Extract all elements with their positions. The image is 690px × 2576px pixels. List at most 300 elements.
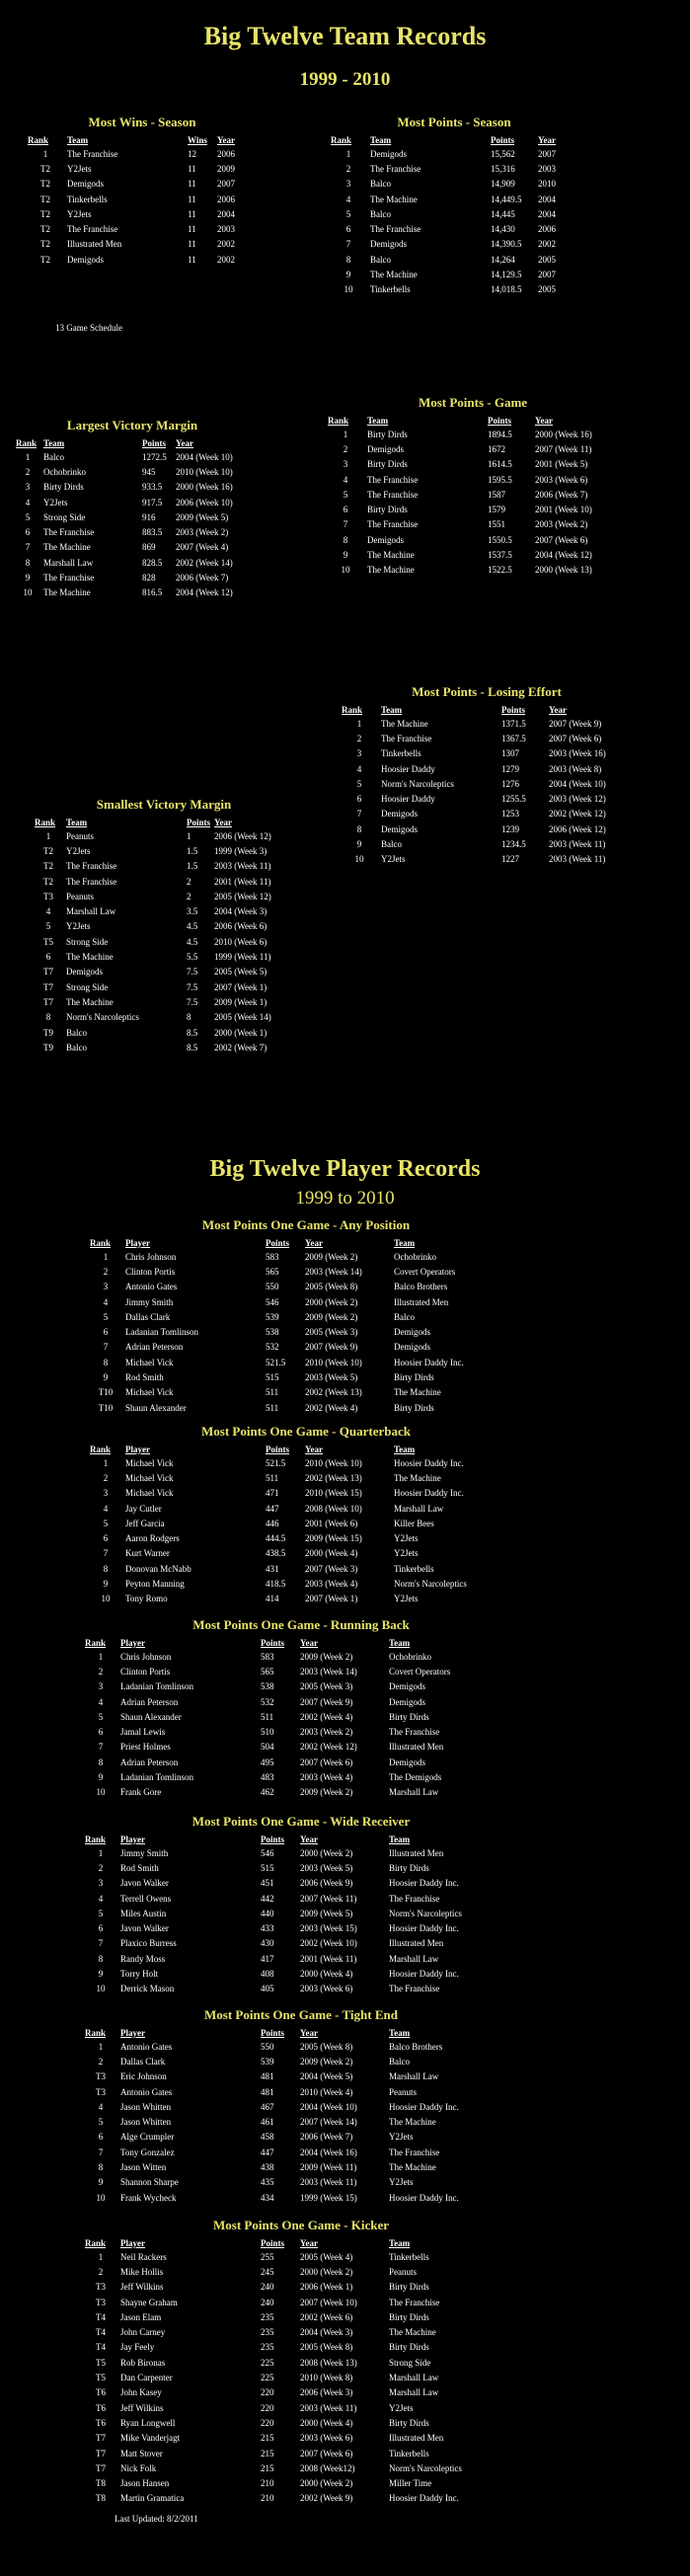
- table-cell: 2007 (Week 3): [305, 1563, 358, 1574]
- table-cell: The Franchise: [389, 1727, 440, 1738]
- table-cell: 1: [98, 2041, 104, 2052]
- table-cell: T5: [96, 2357, 106, 2368]
- table-row: [88, 1400, 524, 1415]
- column-header: Year: [305, 1444, 323, 1454]
- table-cell: 8: [187, 1012, 192, 1023]
- table-cell: 2007 (Week 9): [300, 1696, 353, 1707]
- table-cell: 8: [356, 823, 362, 834]
- table-cell: The Machine: [389, 2162, 436, 2173]
- table-cell: 2007: [538, 270, 556, 280]
- table-cell: T7: [43, 967, 53, 977]
- running-back-table: [83, 1617, 519, 1800]
- table-cell: 2000 (Week 16): [535, 429, 592, 439]
- table-cell: Norm's Narcoleptics: [394, 1579, 467, 1590]
- table-cell: 2006 (Week 1): [300, 2282, 353, 2293]
- table-row: [83, 2145, 519, 2159]
- table-cell: Chris Johnson: [125, 1251, 177, 1262]
- table-row: [88, 1369, 524, 1384]
- table-cell: 539: [266, 1311, 279, 1322]
- table-cell: 7.5: [187, 981, 198, 992]
- table-cell: 414: [266, 1594, 279, 1604]
- table-row: [33, 949, 295, 964]
- table-cell: 2004 (Week 5): [300, 2071, 353, 2082]
- table-cell: Jason Witten: [120, 2162, 167, 2173]
- table-cell: 2006 (Week 12): [549, 823, 606, 834]
- header-row: [33, 816, 295, 828]
- column-header: Player: [120, 2027, 145, 2038]
- table-cell: 2006 (Week 7): [176, 573, 229, 584]
- table-row: [83, 1709, 519, 1724]
- table-cell: T5: [96, 2373, 106, 2383]
- table-row: [340, 746, 634, 761]
- table-cell: 2008 (Week12): [300, 2462, 355, 2473]
- table-cell: 4: [356, 763, 362, 774]
- column-header: Player: [120, 2237, 145, 2248]
- table-cell: 2003 (Week 8): [549, 763, 602, 774]
- table-row: [326, 441, 620, 456]
- table-cell: 1537.5: [488, 550, 512, 561]
- table-cell: T8: [96, 2493, 106, 2504]
- table-row: [88, 1340, 524, 1355]
- table-cell: T2: [40, 254, 50, 265]
- table-cell: Killer Bees: [394, 1518, 434, 1528]
- table-cell: 2003 (Week 2): [535, 519, 588, 530]
- table-row: [83, 1664, 519, 1678]
- table-cell: 2004 (Week 3): [214, 906, 268, 917]
- table-cell: 515: [266, 1372, 279, 1383]
- table-cell: Clinton Portis: [125, 1266, 176, 1277]
- table-cell: Peanuts: [66, 830, 94, 841]
- table-cell: 2007 (Week 6): [535, 534, 588, 545]
- table-cell: 4: [25, 497, 31, 507]
- table-cell: The Machine: [367, 550, 415, 561]
- table-cell: 5: [356, 778, 362, 789]
- table-cell: Antonio Gates: [120, 2086, 173, 2097]
- table-cell: 2003 (Week 14): [305, 1266, 362, 1277]
- table-cell: Ryan Longwell: [120, 2417, 176, 2428]
- table-cell: 2003 (Week 11): [549, 839, 606, 850]
- table-cell: 2009 (Week 5): [176, 511, 229, 522]
- table-row: [88, 1546, 524, 1561]
- table-cell: 6: [345, 224, 351, 235]
- table-cell: 444.5: [266, 1533, 286, 1544]
- table-cell: Birty Dirds: [43, 482, 84, 493]
- table-cell: 2003 (Week 6): [300, 2433, 353, 2444]
- table-cell: 1999 (Week 15): [300, 2192, 357, 2203]
- table-cell: 2006 (Week 7): [535, 489, 588, 500]
- table-caption: Most Points One Game - Quarterback: [201, 1424, 411, 1439]
- table-cell: Jeff Wilkins: [120, 2402, 164, 2413]
- column-header: Team: [394, 1237, 416, 1248]
- table-cell: 2005 (Week 5): [214, 967, 268, 977]
- table-cell: 1551: [488, 519, 505, 530]
- table-cell: T9: [43, 1027, 53, 1038]
- table-cell: 467: [261, 2101, 274, 2112]
- table-row: [33, 1025, 295, 1040]
- table-cell: 10: [101, 1594, 111, 1604]
- table-caption: Most Points - Season: [397, 115, 511, 129]
- table-row: [14, 509, 251, 524]
- table-cell: 9: [343, 550, 348, 561]
- table-cell: 461: [261, 2117, 274, 2128]
- column-header: Team: [389, 2237, 411, 2248]
- table-cell: 2: [103, 1266, 109, 1277]
- table-cell: 5: [345, 208, 351, 219]
- table-cell: 255: [261, 2251, 274, 2262]
- table-row: [33, 934, 295, 949]
- table-cell: 2009 (Week 2): [305, 1251, 358, 1262]
- quarterback-table: [88, 1424, 524, 1606]
- table-cell: 2003 (Week 11): [300, 2177, 357, 2188]
- table-row: [83, 1951, 519, 1966]
- table-cell: 2007 (Week 1): [305, 1594, 358, 1604]
- table-row: [83, 1755, 519, 1769]
- table-cell: Donovan McNabb: [125, 1563, 192, 1574]
- table-cell: 10: [23, 587, 33, 598]
- table-cell: 495: [261, 1756, 274, 1767]
- table-cell: 1: [103, 1251, 109, 1262]
- table-cell: Jay Feely: [120, 2342, 155, 2353]
- table-cell: Birty Dirds: [367, 459, 408, 470]
- table-row: [83, 2431, 519, 2446]
- table-row: [83, 2190, 519, 2205]
- table-cell: Shayne Graham: [120, 2297, 178, 2307]
- table-cell: The Machine: [394, 1472, 441, 1483]
- table-cell: 1239: [501, 823, 519, 834]
- table-cell: T2: [40, 179, 50, 190]
- table-row: [83, 1694, 519, 1709]
- table-cell: 1: [98, 1651, 104, 1662]
- table-cell: 2009: [217, 163, 235, 174]
- table-cell: 2010 (Week 10): [176, 466, 233, 477]
- table-cell: Birty Dirds: [367, 429, 408, 439]
- table-cell: 1279: [501, 763, 519, 774]
- table-cell: 1: [345, 148, 351, 159]
- table-row: [83, 2324, 519, 2339]
- most-points-season: [329, 115, 579, 297]
- table-caption: Largest Victory Margin: [66, 418, 198, 432]
- table-cell: Hoosier Daddy Inc.: [389, 2101, 459, 2112]
- table-cell: 2006 (Week 3): [300, 2387, 353, 2398]
- table-cell: Birty Dirds: [389, 2342, 429, 2353]
- table-cell: 4: [98, 2101, 104, 2112]
- column-header: Rank: [28, 134, 49, 145]
- table-cell: 2: [187, 891, 192, 901]
- table-cell: 2000 (Week 4): [300, 2417, 353, 2428]
- table-cell: 11: [188, 239, 196, 250]
- table-cell: Antonio Gates: [120, 2041, 173, 2052]
- table-cell: 1367.5: [501, 733, 526, 743]
- table-cell: 2003 (Week 5): [300, 1862, 353, 1873]
- team-records-years: 1999 - 2010: [299, 69, 391, 90]
- table-cell: Illustrated Men: [67, 239, 122, 250]
- table-cell: 2001 (Week 5): [535, 459, 588, 470]
- table-cell: 546: [261, 1847, 274, 1858]
- table-cell: Y2Jets: [67, 208, 92, 219]
- table-cell: T2: [40, 224, 50, 235]
- table-cell: Marshall Law: [389, 1953, 439, 1964]
- table-row: [83, 2280, 519, 2295]
- table-row: [83, 2355, 519, 2370]
- table-row: [26, 221, 259, 236]
- table-cell: 210: [261, 2478, 274, 2489]
- table-cell: The Franchise: [370, 224, 422, 235]
- table-cell: Jimmy Smith: [120, 1847, 169, 1858]
- table-row: [83, 2099, 519, 2114]
- team-records-title: Big Twelve Team Records: [203, 22, 487, 50]
- table-cell: 583: [261, 1651, 274, 1662]
- table-cell: 1307: [501, 748, 519, 759]
- table-cell: Birty Dirds: [394, 1372, 434, 1383]
- table-cell: 7: [103, 1548, 109, 1559]
- table-cell: Alge Crumpler: [120, 2132, 175, 2143]
- table-cell: 3.5: [187, 906, 198, 917]
- table-cell: Shannon Sharpe: [120, 2177, 179, 2188]
- table-row: [83, 2295, 519, 2309]
- table-cell: The Machine: [43, 542, 91, 553]
- column-header: Rank: [85, 1637, 107, 1648]
- column-header: Team: [67, 134, 89, 145]
- table-cell: 440: [261, 1908, 274, 1918]
- table-cell: 10: [354, 854, 364, 865]
- player-records-title: Big Twelve Player Records: [209, 1156, 481, 1182]
- table-cell: 9: [98, 1969, 104, 1980]
- schedule-note: 13 Game Schedule: [55, 323, 122, 333]
- table-cell: Y2Jets: [394, 1594, 419, 1604]
- column-header: Year: [214, 817, 233, 827]
- table-cell: 225: [261, 2357, 274, 2368]
- table-cell: Hoosier Daddy Inc.: [394, 1488, 464, 1499]
- records-table: [83, 2236, 519, 2506]
- table-cell: 215: [261, 2462, 274, 2473]
- column-header: Team: [389, 1834, 411, 1844]
- table-cell: 2000 (Week 4): [305, 1548, 358, 1559]
- table-cell: Miller Time: [389, 2478, 432, 2489]
- table-cell: Frank Gore: [120, 1787, 162, 1798]
- largest-victory-margin: [14, 418, 251, 600]
- column-header: Rank: [331, 134, 352, 145]
- table-cell: 2003 (Week 14): [300, 1666, 357, 1677]
- table-cell: 2004 (Week 10): [300, 2101, 357, 2112]
- table-cell: 14,445: [491, 208, 515, 219]
- table-cell: 235: [261, 2327, 274, 2338]
- table-cell: 2010 (Week 10): [305, 1457, 362, 1468]
- table-cell: The Machine: [66, 952, 114, 963]
- table-cell: The Machine: [66, 996, 114, 1007]
- table-cell: 1: [343, 429, 348, 439]
- table-cell: 2009 (Week 15): [305, 1533, 362, 1544]
- last-updated: Last Updated: 8/2/2011: [115, 2514, 198, 2524]
- column-header: Points: [261, 1637, 285, 1648]
- table-cell: 2009 (Week 2): [300, 1787, 353, 1798]
- table-cell: 11: [188, 254, 196, 265]
- most-points-losing-effort: [340, 684, 634, 867]
- table-cell: 447: [266, 1503, 279, 1514]
- table-cell: 7: [98, 2147, 104, 2157]
- column-header: Rank: [342, 704, 363, 715]
- table-row: [83, 1936, 519, 1951]
- table-cell: 2009 (Week 5): [300, 1908, 353, 1918]
- table-cell: 1276: [501, 778, 519, 789]
- table-row: [83, 2370, 519, 2384]
- table-cell: 8: [98, 1756, 104, 1767]
- table-cell: 10: [344, 284, 353, 295]
- table-cell: 2003 (Week 11): [214, 861, 271, 872]
- table-cell: Demigods: [67, 254, 104, 265]
- header-row: [340, 703, 634, 716]
- table-row: [83, 2084, 519, 2099]
- table-cell: 3: [25, 482, 31, 493]
- table-cell: 2010 (Week 10): [305, 1357, 362, 1367]
- table-cell: Covert Operators: [389, 1666, 451, 1677]
- table-cell: Birty Dirds: [367, 505, 408, 515]
- table-cell: 417: [261, 1953, 274, 1964]
- table-cell: T3: [43, 891, 53, 901]
- table-cell: Hoosier Daddy Inc.: [389, 1878, 459, 1889]
- table-row: [83, 2415, 519, 2430]
- table-cell: 4: [98, 1696, 104, 1707]
- table-cell: 2007 (Week 6): [549, 733, 602, 743]
- table-cell: 2003 (Week 2): [176, 527, 229, 538]
- table-cell: 2: [345, 163, 351, 174]
- table-row: [33, 859, 295, 874]
- table-cell: The Machine: [370, 194, 418, 204]
- table-cell: 2002: [217, 254, 235, 265]
- table-cell: 2003 (Week 4): [305, 1579, 358, 1590]
- table-cell: 5: [343, 489, 348, 500]
- column-header: Team: [389, 2027, 411, 2038]
- table-cell: 2002 (Week 4): [300, 1711, 353, 1722]
- wide-receiver-table: [83, 1814, 519, 1996]
- table-cell: 10: [341, 565, 350, 576]
- table-row: [26, 146, 259, 161]
- column-header: Year: [217, 134, 235, 145]
- table-cell: 481: [261, 2071, 274, 2082]
- table-cell: The Franchise: [67, 148, 118, 159]
- table-cell: T7: [96, 2448, 106, 2459]
- column-header: Points: [187, 817, 211, 827]
- table-cell: 1: [98, 2251, 104, 2262]
- table-row: [329, 252, 579, 267]
- table-cell: Tony Gonzalez: [120, 2147, 175, 2157]
- table-cell: Demigods: [389, 1756, 425, 1767]
- table-cell: 2000 (Week 1): [214, 1027, 268, 1038]
- table-cell: 2: [98, 2266, 104, 2277]
- table-cell: 2006 (Week 10): [176, 497, 233, 507]
- table-cell: Jeff Wilkins: [120, 2282, 164, 2293]
- records-table: [329, 133, 579, 297]
- table-cell: T10: [98, 1402, 114, 1413]
- table-cell: Balco: [381, 839, 402, 850]
- table-cell: 7.5: [187, 967, 198, 977]
- table-cell: 240: [261, 2297, 274, 2307]
- table-row: [33, 994, 295, 1009]
- table-cell: 2007: [217, 179, 235, 190]
- table-cell: 8: [103, 1563, 109, 1574]
- table-cell: 1234.5: [501, 839, 526, 850]
- table-cell: 14,449.5: [491, 194, 522, 204]
- table-cell: 538: [261, 1681, 274, 1692]
- table-cell: Demigods: [394, 1342, 430, 1353]
- table-cell: Balco Brothers: [394, 1282, 448, 1292]
- table-cell: 1: [25, 451, 31, 462]
- table-cell: Ladanian Tomlinson: [120, 1772, 193, 1783]
- table-cell: 2005: [538, 284, 556, 295]
- table-cell: Hoosier Daddy Inc.: [394, 1457, 464, 1468]
- table-cell: The Franchise: [367, 474, 419, 485]
- table-cell: Y2Jets: [394, 1548, 419, 1559]
- table-cell: Norm's Narcoleptics: [389, 2462, 462, 2473]
- table-cell: 550: [266, 1282, 279, 1292]
- column-header: Player: [125, 1237, 150, 1248]
- table-cell: T2: [40, 208, 50, 219]
- table-row: [83, 1860, 519, 1875]
- table-cell: The Machine: [389, 2327, 436, 2338]
- table-cell: 2006 (Week 7): [300, 2132, 353, 2143]
- table-cell: 1614.5: [488, 459, 512, 470]
- column-header: Year: [535, 415, 553, 426]
- table-cell: 511: [261, 1711, 274, 1722]
- table-cell: Plaxico Burress: [120, 1938, 177, 1949]
- table-row: [26, 237, 259, 252]
- table-row: [83, 1906, 519, 1920]
- table-cell: 8.5: [187, 1027, 198, 1038]
- table-cell: Kurt Warner: [125, 1548, 170, 1559]
- table-cell: 515: [261, 1862, 274, 1873]
- table-cell: Balco: [370, 208, 391, 219]
- table-cell: 215: [261, 2433, 274, 2444]
- column-header: Year: [300, 1834, 318, 1844]
- table-caption: Most Points One Game - Tight End: [204, 2007, 398, 2022]
- table-row: [83, 2039, 519, 2054]
- column-header: Rank: [328, 415, 349, 426]
- table-cell: Michael Vick: [125, 1387, 174, 1398]
- records-table: [340, 703, 634, 867]
- table-cell: 1371.5: [501, 718, 526, 729]
- table-cell: 2003 (Week 11): [300, 2402, 357, 2413]
- table-cell: Balco: [43, 451, 64, 462]
- table-cell: Strong Side: [389, 2357, 431, 2368]
- column-header: Year: [300, 2237, 318, 2248]
- table-cell: The Franchise: [67, 224, 118, 235]
- table-cell: 1.5: [187, 845, 198, 856]
- table-cell: Strong Side: [66, 981, 109, 992]
- table-cell: The Franchise: [367, 519, 419, 530]
- player-records-years: 1999 to 2010: [295, 1188, 395, 1209]
- column-header: Team: [389, 1637, 411, 1648]
- table-cell: T3: [96, 2071, 106, 2082]
- table-row: [83, 2400, 519, 2415]
- column-header: Player: [125, 1444, 150, 1454]
- table-cell: Tinkerbells: [389, 2448, 429, 2459]
- table-row: [26, 206, 259, 221]
- table-cell: T2: [43, 861, 53, 872]
- table-cell: 447: [261, 2147, 274, 2157]
- table-cell: Illustrated Men: [394, 1296, 449, 1307]
- table-row: [33, 979, 295, 994]
- table-cell: 8: [103, 1357, 109, 1367]
- table-cell: 1: [42, 148, 48, 159]
- table-cell: T4: [96, 2311, 106, 2322]
- table-row: [14, 540, 251, 555]
- table-cell: 546: [266, 1296, 279, 1307]
- column-header: Team: [381, 704, 403, 715]
- header-row: [326, 414, 620, 427]
- table-cell: Y2Jets: [66, 845, 91, 856]
- table-cell: 6: [356, 794, 362, 805]
- table-cell: 2009 (Week 2): [300, 1651, 353, 1662]
- table-cell: 6: [103, 1327, 109, 1338]
